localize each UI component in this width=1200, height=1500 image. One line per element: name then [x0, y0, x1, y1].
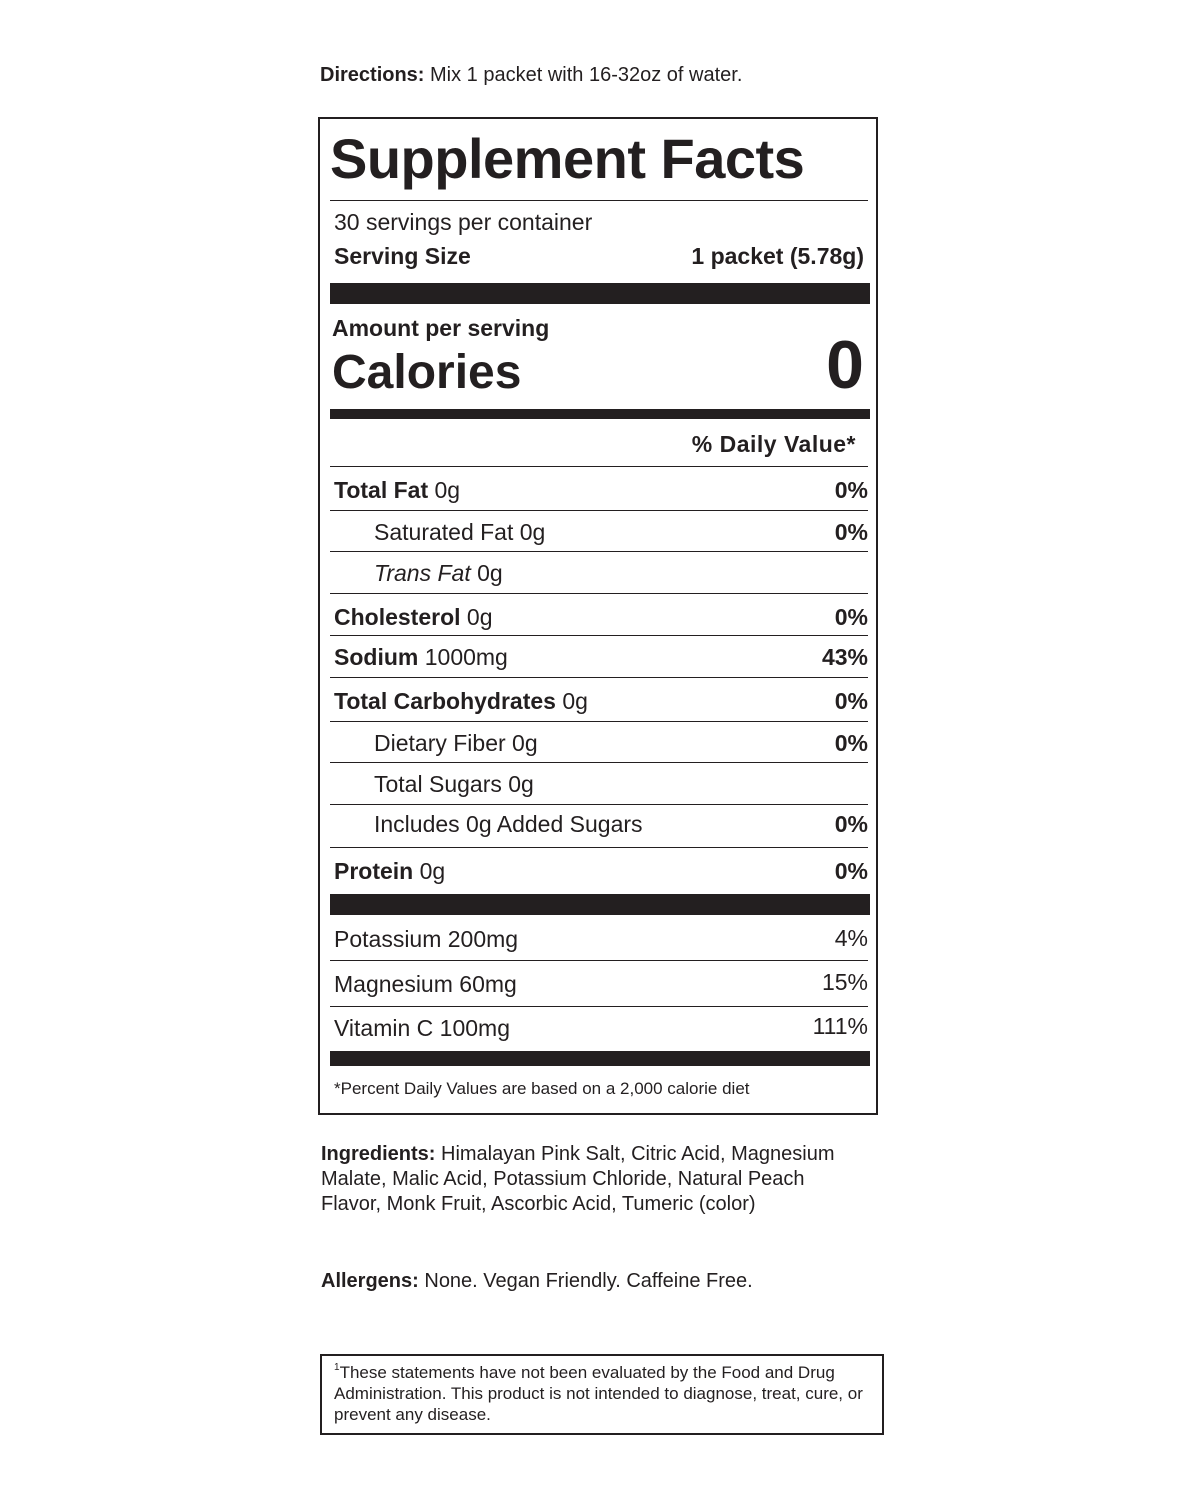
nutrient-amount: 0g: [555, 688, 588, 714]
daily-value: 0%: [834, 858, 868, 884]
divider: [330, 200, 868, 201]
nutrient-amount: 0g: [470, 560, 503, 586]
nutrient-amount: 1000mg: [418, 644, 508, 670]
daily-value: 0%: [834, 730, 868, 756]
nutrient-name: Cholesterol: [334, 604, 461, 630]
ingredients-text: Himalayan Pink Salt, Citric Acid, Magnesium Malate, Malic Acid, Potassium Chloride, Natural Peach Flavor, Monk Fruit, Ascorbic Acid, Tumeric (color): [321, 1143, 835, 1215]
thick-divider: [330, 1051, 870, 1066]
daily-value: 0%: [834, 477, 868, 503]
nutrient-name: Total Sugars 0g: [374, 771, 534, 797]
thick-divider: [330, 894, 870, 915]
nutrient-name: Total Carbohydrates: [334, 688, 556, 714]
nutrient-name: Sodium: [334, 644, 419, 670]
daily-value-header: % Daily Value*: [691, 431, 856, 457]
daily-value: 0%: [834, 604, 868, 630]
daily-value: 0%: [834, 811, 868, 837]
nutrient-row-vitamin-c: [330, 1007, 870, 1051]
nutrient-row-potassium: [330, 917, 870, 961]
nutrient-row-protein: [330, 848, 870, 894]
daily-value-footnote: *Percent Daily Values are based on a 2,000 calorie diet: [334, 1079, 750, 1098]
daily-value: 4%: [834, 925, 868, 951]
thick-divider: [330, 283, 870, 304]
nutrient-name: Dietary Fiber 0g: [374, 730, 538, 756]
nutrient-row-dietary-fiber: [330, 722, 870, 763]
nutrient-name: Includes 0g Added Sugars: [374, 811, 643, 837]
divider: [330, 466, 868, 467]
amount-per-serving-label: Amount per serving: [332, 315, 550, 341]
servings-per-container: 30 servings per container: [334, 209, 593, 235]
daily-value: 0%: [834, 688, 868, 714]
nutrient-row-total-fat: [330, 469, 870, 511]
nutrient-row-total-carbohydrates: [330, 678, 870, 722]
allergens-label: Allergens:: [321, 1270, 419, 1292]
allergens-text: None. Vegan Friendly. Caffeine Free.: [418, 1270, 753, 1292]
daily-value: 0%: [834, 519, 868, 545]
calories-value: 0: [826, 327, 864, 403]
nutrient-row-cholesterol: [330, 594, 870, 636]
nutrient-amount: 0g: [413, 858, 446, 884]
nutrient-amount: 0g: [428, 477, 461, 503]
directions-text: Mix 1 packet with 16-32oz of water.: [424, 64, 743, 86]
directions-label: Directions:: [320, 64, 425, 86]
nutrient-name: Total Fat: [334, 477, 429, 503]
nutrient-name: Saturated Fat 0g: [374, 519, 546, 545]
nutrient-row-total-sugars: [330, 763, 870, 805]
daily-value: 43%: [821, 644, 868, 670]
directions: [320, 62, 742, 88]
facts-title: Supplement Facts: [330, 127, 805, 190]
calories-label: Calories: [332, 346, 522, 399]
serving-size-label: Serving Size: [334, 243, 471, 269]
fda-disclaimer: [320, 1354, 884, 1435]
nutrient-row-sodium: [330, 636, 870, 678]
nutrient-name: Magnesium 60mg: [334, 971, 517, 997]
nutrient-amount: 0g: [460, 604, 493, 630]
nutrient-name: Potassium 200mg: [334, 926, 519, 952]
nutrient-name: Trans Fat: [374, 560, 471, 586]
nutrient-name: Protein: [334, 858, 414, 884]
nutrient-row-trans-fat: [330, 552, 870, 594]
thick-divider: [330, 409, 870, 419]
nutrient-row-saturated-fat: [330, 511, 870, 552]
daily-value: 111%: [812, 1013, 868, 1039]
nutrient-row-added-sugars: [330, 805, 870, 848]
ingredients: [321, 1142, 861, 1217]
daily-value: 15%: [821, 969, 868, 995]
supplement-facts-panel: [318, 117, 878, 1115]
allergens: [321, 1268, 753, 1294]
disclaimer-text: These statements have not been evaluated by the Food and Drug Administration. This product is not intended to diagnose, treat, cure, or prevent any disease.: [334, 1363, 863, 1424]
serving-size-value: 1 packet (5.78g): [691, 243, 864, 269]
nutrient-name: Vitamin C 100mg: [334, 1015, 510, 1041]
nutrient-row-magnesium: [330, 961, 870, 1007]
footnote-mark: 1: [334, 1362, 340, 1373]
ingredients-label: Ingredients:: [321, 1143, 436, 1165]
